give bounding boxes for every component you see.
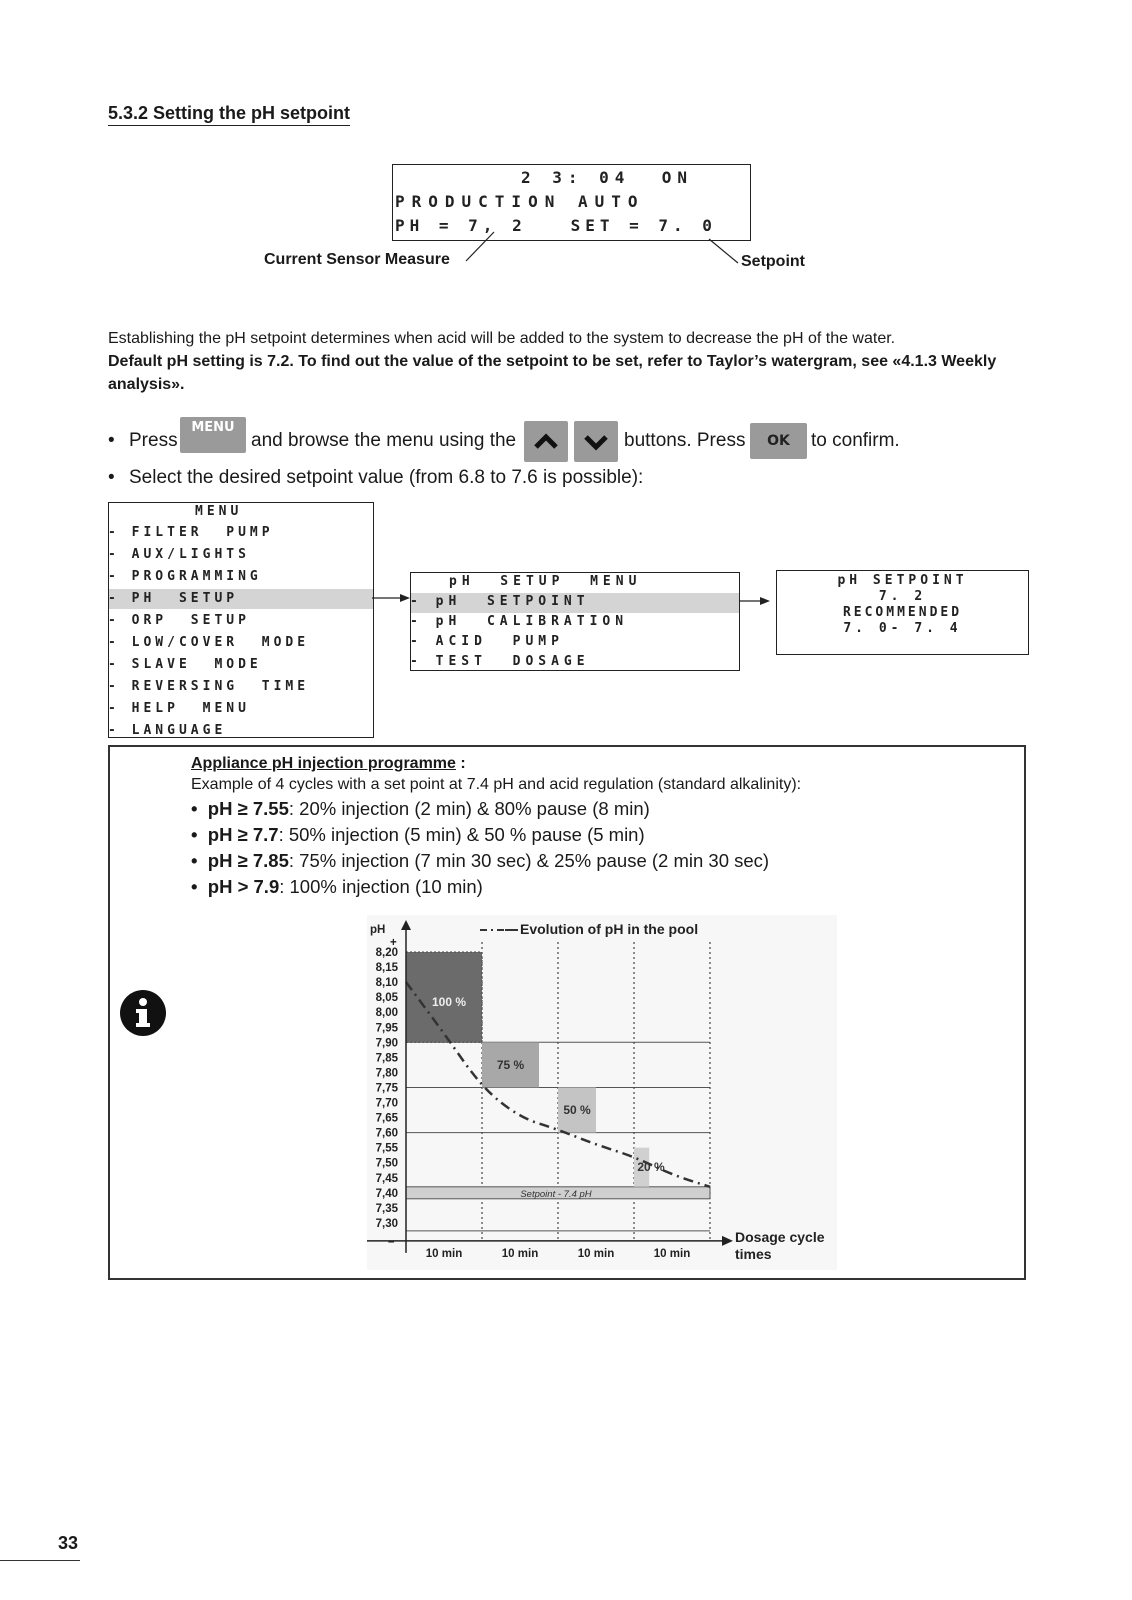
- y-tick-label: 7,80: [375, 1067, 398, 1080]
- program-condition: pH ≥ 7.85: [207, 850, 289, 871]
- buttons-text: buttons. Press: [624, 430, 746, 451]
- y-tick-label: 7,55: [375, 1142, 398, 1155]
- menu-item-language: - LANGUAGE: [108, 723, 227, 738]
- ph-setpoint-value: 7. 2: [878, 589, 927, 604]
- program-detail: : 20% injection (2 min) & 80% pause (8 min): [288, 798, 650, 819]
- program-item: • pH ≥ 7.7: 50% injection (5 min) & 50 % pause (5 min): [191, 824, 645, 845]
- y-axis-minus: –: [388, 1236, 395, 1248]
- page-number-rule: [0, 1560, 80, 1561]
- y-tick-label: 7,60: [375, 1127, 398, 1140]
- ph-setup-item-calibration: - pH CALIBRATION: [410, 614, 629, 629]
- y-tick-label: 7,50: [375, 1157, 398, 1170]
- y-axis-plus: +: [390, 937, 397, 949]
- y-tick-label: 7,95: [375, 1022, 398, 1035]
- x-tick-label: 10 min: [653, 1247, 691, 1260]
- info-subtitle: Example of 4 cycles with a set point at 7.4 pH and acid regulation (standard alkalinity):: [191, 776, 802, 793]
- x-axis-label-line2: times: [735, 1246, 772, 1262]
- program-item: • pH ≥ 7.55: 20% injection (2 min) & 80% pause (8 min): [191, 798, 650, 819]
- x-axis-label-line1: Dosage cycle: [735, 1229, 825, 1245]
- y-tick-label: 8,20: [375, 947, 398, 959]
- recommended-label: RECOMMENDED: [842, 605, 963, 620]
- x-tick-label: 10 min: [501, 1247, 539, 1260]
- y-tick-label: 7,65: [375, 1112, 398, 1125]
- confirm-text: to confirm.: [811, 430, 900, 451]
- menu-item-orp-setup: - ORP SETUP: [108, 613, 250, 628]
- intro-normal: Establishing the pH setpoint determines when acid will be added to the system to decrease the pH of the water.: [108, 330, 896, 347]
- program-condition: pH > 7.9: [207, 876, 280, 897]
- x-tick-label: 10 min: [425, 1247, 463, 1260]
- y-tick-label: 7,30: [375, 1217, 398, 1230]
- injection-bar-label: 75 %: [496, 1057, 525, 1072]
- ph-setup-item-setpoint: - pH SETPOINT: [410, 594, 590, 609]
- injection-bar-label: 20 %: [637, 1160, 665, 1175]
- y-tick-label: 7,35: [375, 1202, 398, 1215]
- y-tick-label: 7,85: [375, 1052, 398, 1065]
- y-tick-label: 8,15: [375, 962, 398, 975]
- intro-bold: Default pH setting is 7.2. To find out the value of the setpoint to be set, refer to Taylor’s watergram, see «4.1.3 Weekly analysis».: [108, 353, 997, 393]
- injection-bar-label: 100 %: [431, 995, 467, 1009]
- menu-item-filter-pump: - FILTER PUMP: [108, 525, 274, 540]
- info-title: Appliance pH injection programme: [191, 755, 456, 772]
- program-detail: : 100% injection (10 min): [279, 876, 483, 897]
- menu-item-slave-mode: - SLAVE MODE: [108, 657, 262, 672]
- setpoint-label: Setpoint: [741, 253, 805, 270]
- instruction-bullet-1: •: [108, 430, 115, 451]
- y-tick-label: 8,00: [375, 1007, 398, 1020]
- y-tick-label: 7,90: [375, 1037, 398, 1050]
- y-tick-label: 8,05: [375, 992, 398, 1005]
- menu-item-help-menu: - HELP MENU: [108, 701, 250, 716]
- menu-item-ph-setup: - PH SETUP: [108, 591, 239, 606]
- x-tick-label: 10 min: [577, 1247, 615, 1260]
- y-tick-label: 7,45: [375, 1172, 398, 1185]
- section-title: 5.3.2 Setting the pH setpoint: [108, 103, 350, 126]
- y-tick-label: 7,40: [375, 1187, 398, 1200]
- ph-setpoint-title: pH SETPOINT: [837, 573, 968, 588]
- y-tick-label: 8,10: [375, 977, 398, 990]
- menu-item-reversing-time: - REVERSING TIME: [108, 679, 310, 694]
- program-detail: : 75% injection (7 min 30 sec) & 25% pause (2 min 30 sec): [288, 850, 770, 871]
- injection-bar-label: 50 %: [563, 1103, 591, 1118]
- current-sensor-label: Current Sensor Measure: [264, 251, 450, 268]
- recommended-range: 7. 0- 7. 4: [843, 621, 962, 636]
- menu-item-aux-lights: - AUX/LIGHTS: [108, 547, 250, 562]
- menu-item-low-cover-mode: - LOW/COVER MODE: [108, 635, 310, 650]
- press-text: Press: [129, 430, 178, 451]
- ph-setup-item-acid-pump: - ACID PUMP: [410, 634, 564, 649]
- ok-button-image: OK: [750, 423, 807, 459]
- display-line-mode: PRODUCTION AUTO: [395, 192, 645, 211]
- chart-legend: Evolution of pH in the pool: [520, 921, 699, 937]
- y-axis-label: pH: [370, 924, 386, 936]
- program-item: • pH > 7.9: 100% injection (10 min): [191, 876, 483, 897]
- instruction-bullet-2: •: [108, 467, 115, 488]
- browse-text: and browse the menu using the: [251, 430, 517, 451]
- menu-item-programming: - PROGRAMMING: [108, 569, 262, 584]
- ph-setup-item-test-dosage: - TEST DOSAGE: [410, 654, 590, 669]
- program-condition: pH ≥ 7.55: [207, 798, 289, 819]
- display-line-time: 2 3: 04 ON: [521, 168, 693, 187]
- program-condition: pH ≥ 7.7: [207, 824, 279, 845]
- display-line-values: PH = 7, 2 SET = 7. 0: [395, 216, 717, 235]
- y-tick-label: 7,70: [375, 1097, 398, 1110]
- select-setpoint-text: Select the desired setpoint value (from 6.8 to 7.6 is possible):: [129, 467, 644, 488]
- ph-setup-title: pH SETUP MENU: [449, 574, 642, 589]
- program-item: • pH ≥ 7.85: 75% injection (7 min 30 sec) & 25% pause (2 min 30 sec): [191, 850, 770, 871]
- setpoint-label: Setpoint - 7.4 pH: [520, 1188, 592, 1200]
- info-title-suffix: :: [460, 755, 466, 772]
- y-tick-label: 7,75: [375, 1082, 398, 1095]
- program-detail: : 50% injection (5 min) & 50 % pause (5 min): [278, 824, 645, 845]
- page-number: 33: [58, 1533, 79, 1553]
- menu-button-image: MENU: [180, 417, 246, 453]
- menu-title: MENU: [195, 504, 243, 519]
